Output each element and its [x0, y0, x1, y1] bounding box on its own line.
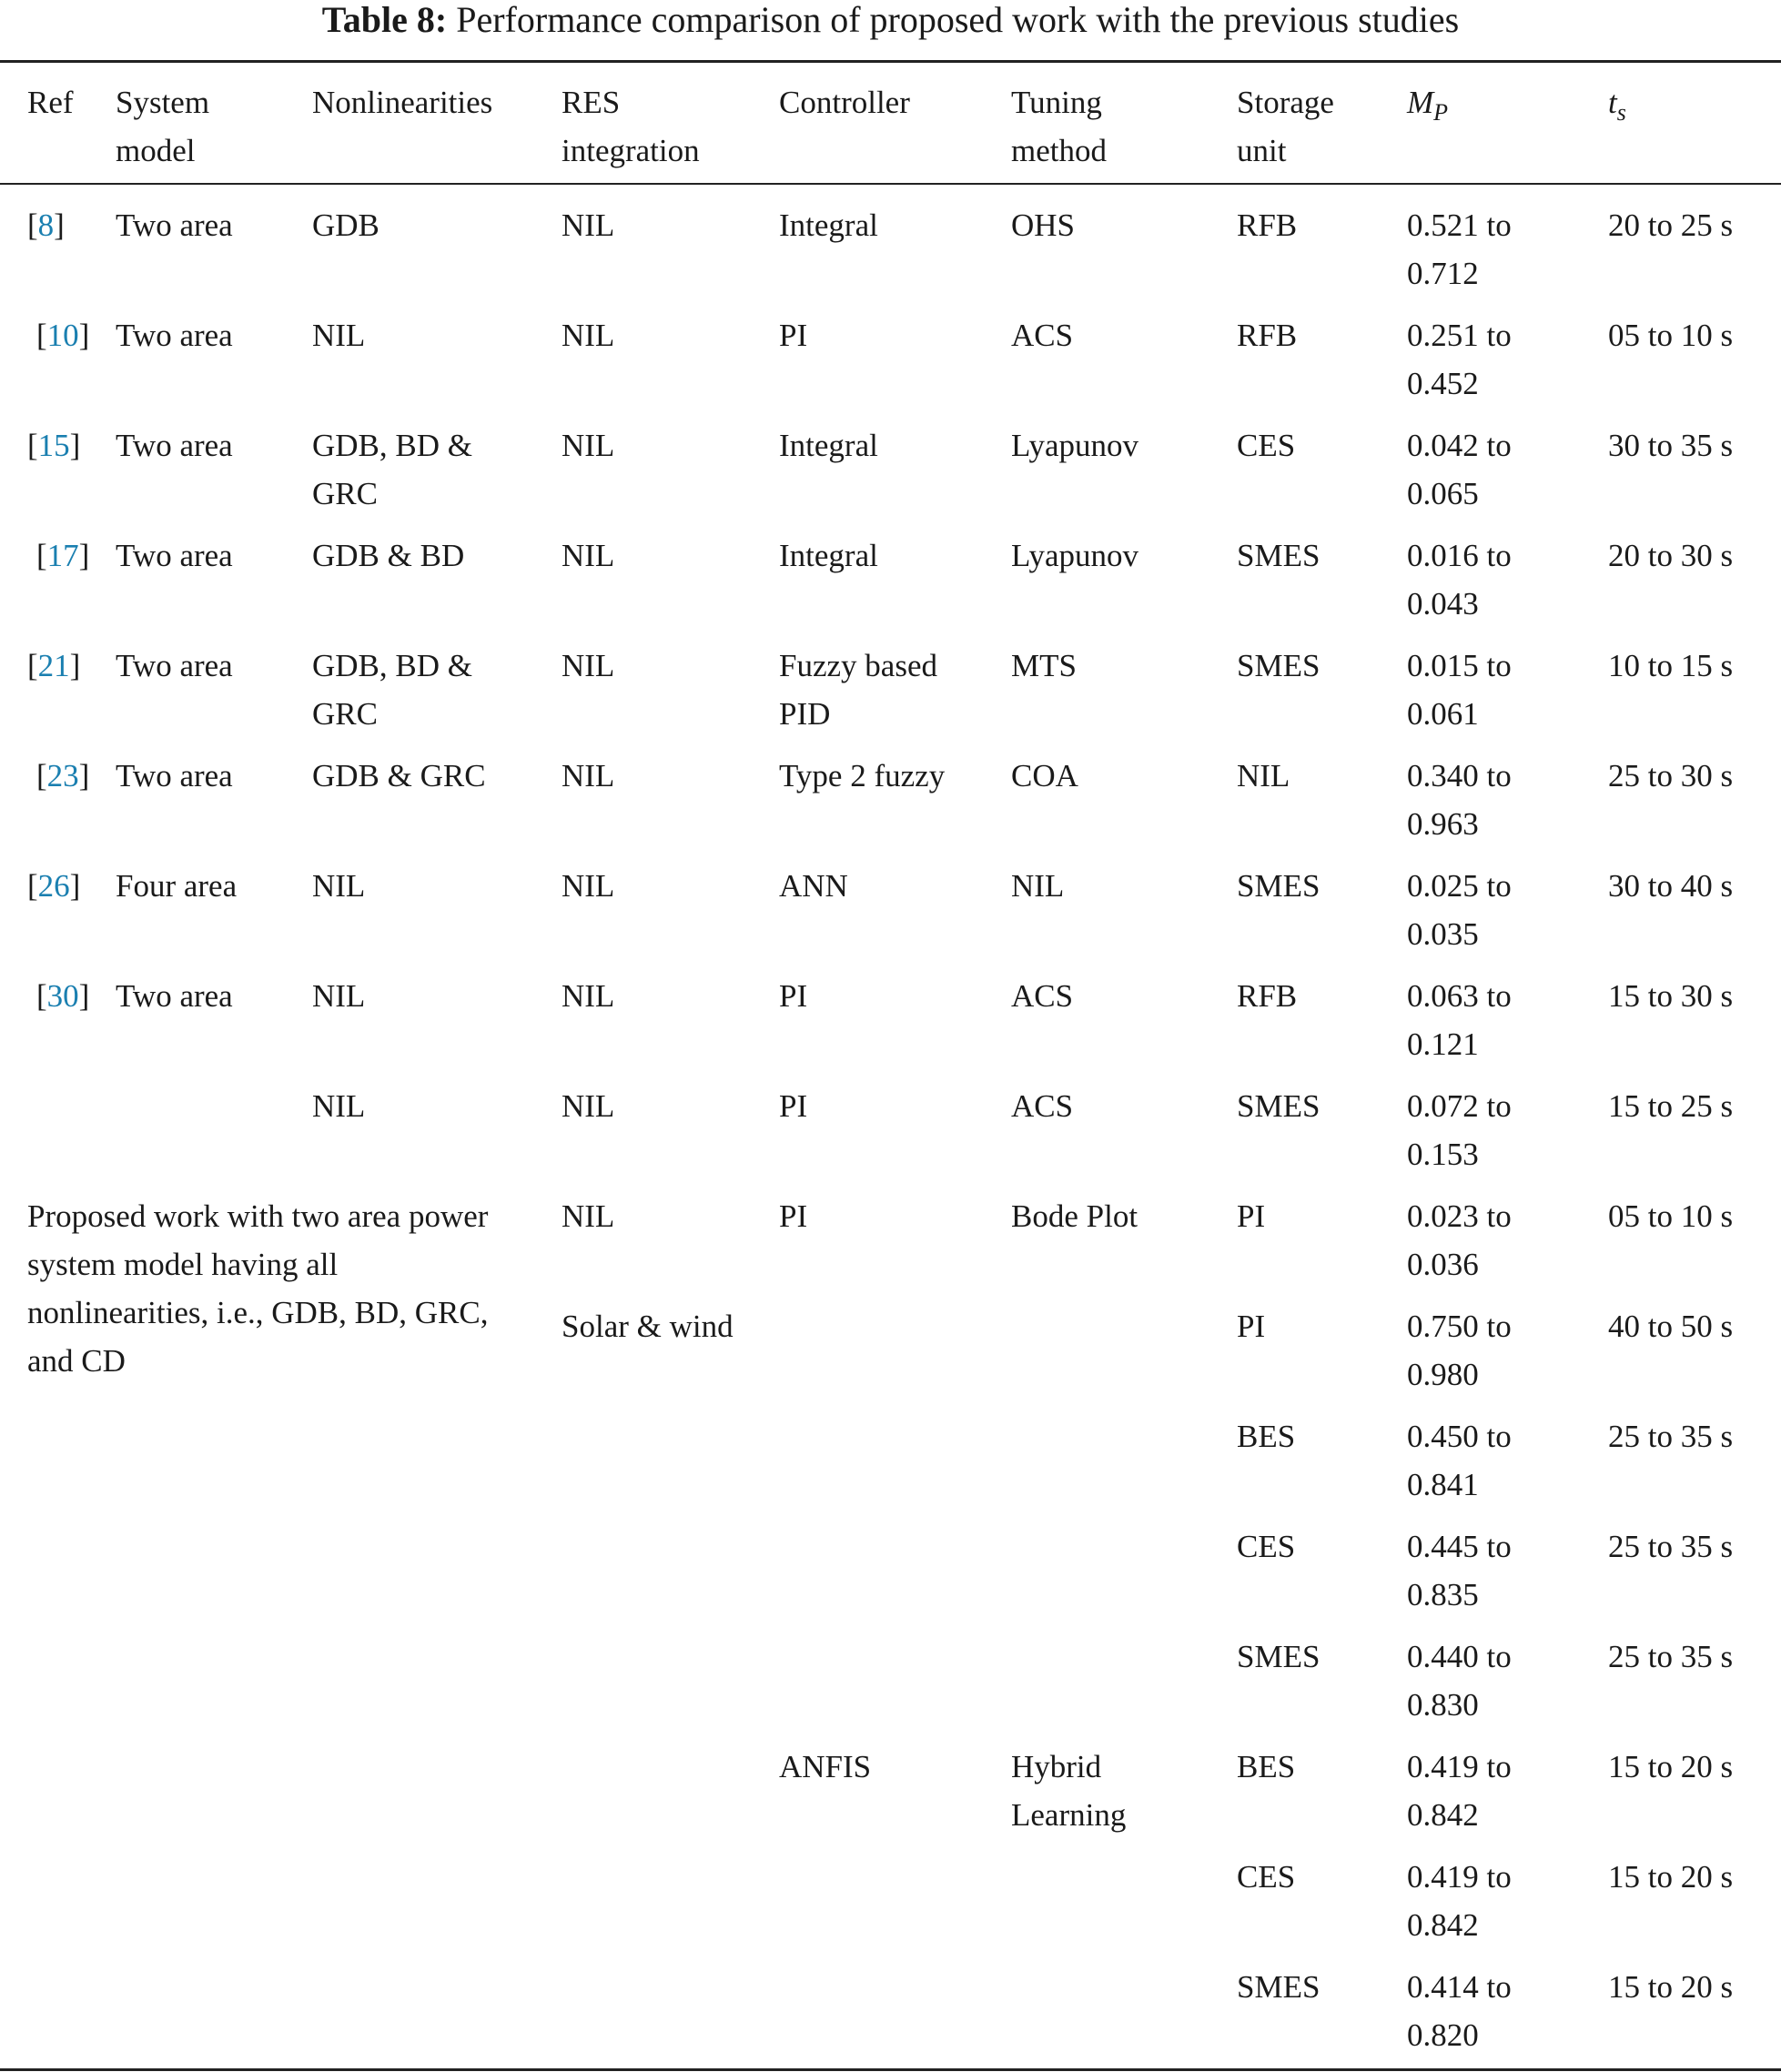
proposed-mp [1407, 1192, 1512, 1289]
storage-unit-cell [1237, 1082, 1320, 1130]
ts-cell [1608, 531, 1733, 580]
proposed-description-line: Proposed work with two area power [27, 1198, 489, 1234]
tuning-method-cell [1011, 752, 1078, 800]
controller-cell-line: PI [779, 318, 808, 353]
tuning-method-cell [1011, 1082, 1073, 1130]
res-integration-cell-line: NIL [562, 538, 615, 573]
ref-cell [36, 531, 89, 580]
header-ts-symbol: t [1608, 85, 1617, 120]
mp-cell [1407, 1082, 1512, 1178]
nonlinearities-cell-line: NIL [312, 868, 366, 904]
ref-link[interactable]: 17 [46, 538, 79, 573]
header-res-line: integration [562, 133, 700, 168]
proposed-mp-line: 0.419 to [1407, 1749, 1512, 1784]
ts-cell [1608, 862, 1733, 910]
ref-bracket: ] [54, 207, 65, 243]
proposed-storage-unit [1237, 1412, 1295, 1461]
ref-link[interactable]: 21 [37, 648, 70, 683]
tuning-method-cell [1011, 642, 1077, 690]
mp-cell-line: 0.521 to [1407, 207, 1512, 243]
proposed-storage-unit-line: BES [1237, 1419, 1296, 1454]
proposed-storage-unit [1237, 1963, 1320, 2011]
header-res-integration [562, 78, 700, 175]
ref-bracket: [ [36, 978, 47, 1014]
table-header-rule [0, 183, 1781, 185]
ref-bracket: ] [69, 868, 81, 904]
system-model-cell [116, 201, 233, 249]
nonlinearities-cell [312, 642, 472, 738]
tuning-method-cell-line: OHS [1011, 207, 1076, 243]
res-integration-cell-line: NIL [562, 207, 615, 243]
storage-unit-cell-line: RFB [1237, 978, 1298, 1014]
ts-cell [1608, 421, 1733, 470]
mp-cell [1407, 311, 1512, 408]
nonlinearities-cell-line: GRC [312, 476, 378, 511]
ts-cell-line: 15 to 25 s [1608, 1088, 1734, 1124]
mp-cell [1407, 531, 1512, 628]
table-caption-text: Performance comparison of proposed work with the previous studies [456, 0, 1460, 40]
proposed-storage-unit-line: SMES [1237, 1639, 1321, 1674]
table-caption-label: Table 8: [321, 0, 448, 40]
proposed-mp-line: 0.835 [1407, 1577, 1479, 1612]
controller-cell [779, 642, 937, 738]
proposed-tuning-method [1011, 1743, 1126, 1839]
mp-cell-line: 0.121 [1407, 1026, 1479, 1062]
res-integration-cell-line: NIL [562, 1088, 615, 1124]
proposed-storage-unit [1237, 1743, 1295, 1791]
proposed-mp-line: 0.036 [1407, 1247, 1479, 1282]
res-integration-cell-line: NIL [562, 648, 615, 683]
proposed-mp-line: 0.445 to [1407, 1529, 1512, 1564]
proposed-mp-line: 0.841 [1407, 1467, 1479, 1502]
ts-cell-line: 30 to 40 s [1608, 868, 1734, 904]
proposed-controller-line: PI [779, 1198, 808, 1234]
system-model-cell-line: Two area [116, 978, 233, 1014]
header-system-model-line: System [116, 85, 210, 120]
proposed-ts [1608, 1963, 1733, 2011]
proposed-ts-line: 15 to 20 s [1608, 1969, 1734, 2005]
proposed-res-integration-line: Solar & wind [562, 1309, 734, 1344]
controller-cell [779, 531, 878, 580]
proposed-mp [1407, 1412, 1512, 1509]
mp-cell-line: 0.042 to [1407, 428, 1512, 463]
proposed-ts-line: 15 to 20 s [1608, 1859, 1734, 1895]
tuning-method-cell-line: Lyapunov [1011, 538, 1138, 573]
proposed-mp [1407, 1743, 1512, 1839]
proposed-mp [1407, 1632, 1512, 1729]
storage-unit-cell-line: SMES [1237, 648, 1321, 683]
nonlinearities-cell-line: NIL [312, 318, 366, 353]
nonlinearities-cell [312, 862, 365, 910]
header-system-model-line: model [116, 133, 196, 168]
proposed-tuning-method [1011, 1192, 1138, 1240]
res-integration-cell-line: NIL [562, 978, 615, 1014]
controller-cell [779, 862, 848, 910]
ref-bracket: ] [78, 538, 90, 573]
ref-cell [27, 642, 80, 690]
storage-unit-cell [1237, 752, 1290, 800]
controller-cell [779, 201, 878, 249]
proposed-description-line: and CD [27, 1343, 126, 1379]
storage-unit-cell-line: RFB [1237, 318, 1298, 353]
proposed-storage-unit-line: PI [1237, 1198, 1266, 1234]
nonlinearities-cell-line: GDB, BD & [312, 428, 472, 463]
header-mp-subscript: P [1433, 99, 1449, 126]
tuning-method-cell-line: MTS [1011, 648, 1077, 683]
tuning-method-cell-line: COA [1011, 758, 1078, 793]
controller-cell-line: Type 2 fuzzy [779, 758, 946, 793]
ts-cell-line: 20 to 30 s [1608, 538, 1734, 573]
proposed-res-integration [562, 1302, 734, 1350]
proposed-res-integration-line: NIL [562, 1198, 615, 1234]
controller-cell-line: PI [779, 978, 808, 1014]
proposed-mp-line: 0.820 [1407, 2017, 1479, 2053]
res-integration-cell [562, 201, 614, 249]
proposed-ts [1608, 1853, 1733, 1901]
header-nonlinearities: Nonlinearities [312, 85, 493, 120]
res-integration-cell [562, 421, 614, 470]
mp-cell-line: 0.061 [1407, 696, 1479, 732]
proposed-mp-line: 0.750 to [1407, 1309, 1512, 1344]
mp-cell-line: 0.452 [1407, 366, 1479, 401]
res-integration-cell [562, 1082, 614, 1130]
ref-bracket: [ [36, 758, 47, 793]
proposed-tuning-method-line: Hybrid [1011, 1749, 1102, 1784]
proposed-description-line: system model having all [27, 1247, 339, 1282]
mp-cell-line: 0.072 to [1407, 1088, 1512, 1124]
mp-cell-line: 0.963 [1407, 806, 1479, 842]
mp-cell-line: 0.065 [1407, 476, 1479, 511]
mp-cell [1407, 972, 1512, 1068]
system-model-cell-line: Four area [116, 868, 238, 904]
mp-cell [1407, 752, 1512, 848]
proposed-mp-line: 0.842 [1407, 1907, 1479, 1943]
ref-bracket: [ [27, 207, 38, 243]
mp-cell-line: 0.712 [1407, 256, 1479, 291]
controller-cell-line: Integral [779, 207, 878, 243]
proposed-storage-unit-line: BES [1237, 1749, 1296, 1784]
storage-unit-cell [1237, 531, 1320, 580]
proposed-controller [779, 1192, 807, 1240]
system-model-cell-line: Two area [116, 428, 233, 463]
proposed-storage-unit [1237, 1853, 1295, 1901]
proposed-description-line: nonlinearities, i.e., GDB, BD, GRC, [27, 1295, 489, 1330]
ref-bracket: ] [69, 428, 81, 463]
res-integration-cell [562, 752, 614, 800]
ref-bracket: ] [78, 978, 90, 1014]
header-res-line: RES [562, 85, 621, 120]
proposed-mp-line: 0.450 to [1407, 1419, 1512, 1454]
ref-bracket: [ [27, 868, 38, 904]
nonlinearities-cell-line: GDB, BD & [312, 648, 472, 683]
proposed-storage-unit-line: CES [1237, 1859, 1296, 1895]
res-integration-cell [562, 972, 614, 1020]
proposed-ts [1608, 1192, 1733, 1240]
proposed-storage-unit-line: CES [1237, 1529, 1296, 1564]
ref-bracket: [ [36, 538, 47, 573]
proposed-mp-line: 0.414 to [1407, 1969, 1512, 2005]
mp-cell [1407, 201, 1512, 298]
controller-cell-line: Integral [779, 428, 878, 463]
mp-cell-line: 0.035 [1407, 916, 1479, 952]
controller-cell-line: Integral [779, 538, 878, 573]
system-model-cell-line: Two area [116, 648, 233, 683]
ts-cell [1608, 201, 1733, 249]
controller-cell-line: ANN [779, 868, 848, 904]
tuning-method-cell [1011, 862, 1064, 910]
ref-cell [36, 972, 89, 1020]
ref-bracket: ] [78, 758, 90, 793]
system-model-cell [116, 642, 233, 690]
system-model-cell [116, 752, 233, 800]
header-controller: Controller [779, 85, 910, 120]
proposed-res-integration [562, 1192, 614, 1240]
proposed-ts-line: 05 to 10 s [1608, 1198, 1734, 1234]
system-model-cell-line: Two area [116, 538, 233, 573]
proposed-ts [1608, 1743, 1733, 1791]
controller-cell [779, 752, 945, 800]
table-top-rule [0, 60, 1781, 63]
proposed-controller-line: ANFIS [779, 1749, 872, 1784]
proposed-tuning-method-line: Learning [1011, 1797, 1127, 1833]
ts-cell-line: 15 to 30 s [1608, 978, 1734, 1014]
header-mp [1407, 78, 1448, 136]
proposed-ts-line: 25 to 35 s [1608, 1529, 1734, 1564]
ts-cell-line: 25 to 30 s [1608, 758, 1734, 793]
proposed-controller [779, 1743, 871, 1791]
proposed-mp-line: 0.023 to [1407, 1198, 1512, 1234]
proposed-mp [1407, 1522, 1512, 1619]
system-model-cell [116, 531, 233, 580]
proposed-storage-unit-line: PI [1237, 1309, 1266, 1344]
mp-cell-line: 0.043 [1407, 586, 1479, 622]
mp-cell [1407, 862, 1512, 958]
nonlinearities-cell [312, 421, 472, 518]
proposed-storage-unit [1237, 1632, 1320, 1681]
header-ref: Ref [27, 85, 74, 120]
header-storage-line: Storage [1237, 85, 1334, 120]
proposed-ts-line: 25 to 35 s [1608, 1639, 1734, 1674]
nonlinearities-cell-line: NIL [312, 978, 366, 1014]
res-integration-cell-line: NIL [562, 428, 615, 463]
proposed-mp [1407, 1302, 1512, 1399]
res-integration-cell-line: NIL [562, 758, 615, 793]
proposed-ts [1608, 1632, 1733, 1681]
header-ts [1608, 78, 1626, 136]
storage-unit-cell [1237, 862, 1320, 910]
system-model-cell [116, 862, 237, 910]
tuning-method-cell [1011, 972, 1073, 1020]
ts-cell-line: 20 to 25 s [1608, 207, 1734, 243]
res-integration-cell-line: NIL [562, 318, 615, 353]
table-caption [0, 0, 1781, 40]
header-mp-symbol: M [1407, 85, 1434, 120]
system-model-cell [116, 311, 233, 359]
ref-link[interactable]: 26 [37, 868, 70, 904]
storage-unit-cell-line: SMES [1237, 1088, 1321, 1124]
ref-link[interactable]: 10 [46, 318, 79, 353]
storage-unit-cell [1237, 421, 1295, 470]
nonlinearities-cell-line: NIL [312, 1088, 366, 1124]
tuning-method-cell [1011, 421, 1138, 470]
nonlinearities-cell [312, 972, 365, 1020]
header-storage-line: unit [1237, 133, 1287, 168]
nonlinearities-cell-line: GDB & BD [312, 538, 465, 573]
ts-cell [1608, 752, 1733, 800]
nonlinearities-cell [312, 311, 365, 359]
ref-cell [36, 752, 89, 800]
nonlinearities-cell [312, 1082, 365, 1130]
tuning-method-cell-line: ACS [1011, 978, 1074, 1014]
ref-link[interactable]: 8 [37, 207, 55, 243]
proposed-ts [1608, 1412, 1733, 1461]
header-system-model [116, 78, 209, 175]
proposed-ts [1608, 1522, 1733, 1571]
system-model-cell-line: Two area [116, 318, 233, 353]
proposed-mp-line: 0.980 [1407, 1357, 1479, 1392]
tuning-method-cell [1011, 311, 1073, 359]
mp-cell-line: 0.015 to [1407, 648, 1512, 683]
nonlinearities-cell [312, 201, 379, 249]
tuning-method-cell-line: ACS [1011, 318, 1074, 353]
ref-bracket: [ [27, 428, 38, 463]
proposed-mp-line: 0.419 to [1407, 1859, 1512, 1895]
system-model-cell [116, 421, 233, 470]
controller-cell [779, 972, 807, 1020]
controller-cell-line: PID [779, 696, 831, 732]
res-integration-cell [562, 642, 614, 690]
header-tuning-line: method [1011, 133, 1107, 168]
proposed-ts-line: 40 to 50 s [1608, 1309, 1734, 1344]
storage-unit-cell-line: SMES [1237, 538, 1321, 573]
proposed-ts-line: 15 to 20 s [1608, 1749, 1734, 1784]
res-integration-cell-line: NIL [562, 868, 615, 904]
res-integration-cell [562, 862, 614, 910]
tuning-method-cell-line: Lyapunov [1011, 428, 1138, 463]
mp-cell [1407, 421, 1512, 518]
mp-cell-line: 0.251 to [1407, 318, 1512, 353]
ref-link[interactable]: 23 [46, 758, 79, 793]
mp-cell [1407, 642, 1512, 738]
nonlinearities-cell-line: GRC [312, 696, 378, 732]
ref-cell [27, 862, 80, 910]
ref-cell [36, 311, 89, 359]
ts-cell [1608, 1082, 1733, 1130]
header-ts-subscript: s [1616, 99, 1626, 126]
proposed-storage-unit-line: SMES [1237, 1969, 1321, 2005]
ts-cell [1608, 311, 1733, 359]
ref-cell [27, 421, 80, 470]
storage-unit-cell [1237, 642, 1320, 690]
nonlinearities-cell-line: GDB [312, 207, 379, 243]
proposed-storage-unit [1237, 1302, 1265, 1350]
proposed-description [27, 1192, 489, 1385]
mp-cell-line: 0.063 to [1407, 978, 1512, 1014]
proposed-storage-unit [1237, 1192, 1265, 1240]
mp-cell-line: 0.016 to [1407, 538, 1512, 573]
controller-cell [779, 311, 807, 359]
system-model-cell-line: Two area [116, 758, 233, 793]
storage-unit-cell-line: SMES [1237, 868, 1321, 904]
ref-bracket: [ [36, 318, 47, 353]
ts-cell [1608, 972, 1733, 1020]
ref-bracket: ] [78, 318, 90, 353]
controller-cell [779, 1082, 807, 1130]
ts-cell-line: 30 to 35 s [1608, 428, 1734, 463]
controller-cell [779, 421, 878, 470]
storage-unit-cell-line: CES [1237, 428, 1296, 463]
proposed-mp-line: 0.842 [1407, 1797, 1479, 1833]
storage-unit-cell [1237, 972, 1297, 1020]
nonlinearities-cell-line: GDB & GRC [312, 758, 486, 793]
proposed-mp-line: 0.830 [1407, 1687, 1479, 1723]
system-model-cell [116, 972, 233, 1020]
ref-link[interactable]: 30 [46, 978, 79, 1014]
header-storage-unit [1237, 78, 1334, 175]
proposed-ts-line: 25 to 35 s [1608, 1419, 1734, 1454]
ref-bracket: ] [69, 648, 81, 683]
tuning-method-cell [1011, 201, 1075, 249]
proposed-mp [1407, 1853, 1512, 1949]
res-integration-cell [562, 531, 614, 580]
proposed-mp-line: 0.440 to [1407, 1639, 1512, 1674]
controller-cell-line: PI [779, 1088, 808, 1124]
header-tuning-line: Tuning [1011, 85, 1102, 120]
proposed-mp [1407, 1963, 1512, 2059]
header-tuning-method [1011, 78, 1107, 175]
tuning-method-cell [1011, 531, 1138, 580]
ts-cell [1608, 642, 1733, 690]
storage-unit-cell-line: RFB [1237, 207, 1298, 243]
ref-link[interactable]: 15 [37, 428, 70, 463]
tuning-method-cell-line: NIL [1011, 868, 1065, 904]
ref-cell [27, 201, 65, 249]
ts-cell-line: 10 to 15 s [1608, 648, 1734, 683]
proposed-storage-unit [1237, 1522, 1295, 1571]
controller-cell-line: Fuzzy based [779, 648, 937, 683]
tuning-method-cell-line: ACS [1011, 1088, 1074, 1124]
proposed-ts [1608, 1302, 1733, 1350]
res-integration-cell [562, 311, 614, 359]
mp-cell-line: 0.153 [1407, 1137, 1479, 1172]
ref-bracket: [ [27, 648, 38, 683]
storage-unit-cell-line: NIL [1237, 758, 1290, 793]
table-bottom-rule [0, 2068, 1781, 2071]
storage-unit-cell [1237, 201, 1297, 249]
storage-unit-cell [1237, 311, 1297, 359]
ts-cell-line: 05 to 10 s [1608, 318, 1734, 353]
nonlinearities-cell [312, 752, 486, 800]
system-model-cell-line: Two area [116, 207, 233, 243]
proposed-tuning-method-line: Bode Plot [1011, 1198, 1138, 1234]
nonlinearities-cell [312, 531, 464, 580]
mp-cell-line: 0.340 to [1407, 758, 1512, 793]
mp-cell-line: 0.025 to [1407, 868, 1512, 904]
